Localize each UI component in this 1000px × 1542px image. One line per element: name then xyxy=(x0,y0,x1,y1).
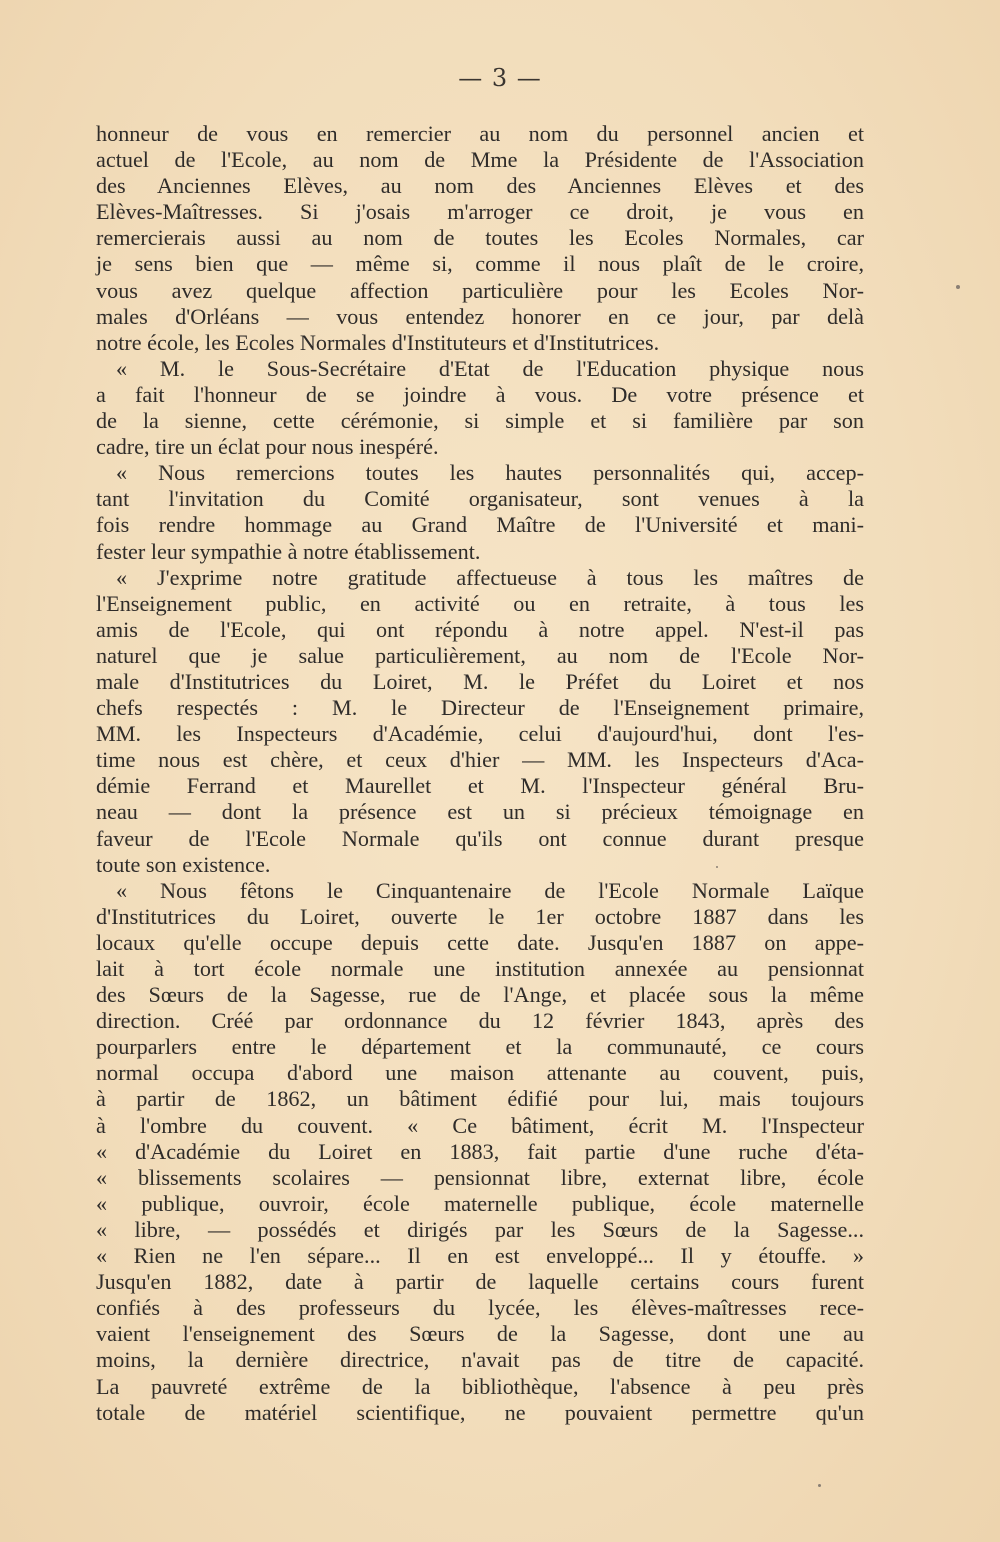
text-line: des Anciennes Elèves, au nom des Anciennes Elèves et des xyxy=(96,173,864,199)
text-line: fois rendre hommage au Grand Maître de l'Université et mani- xyxy=(96,512,864,538)
text-line: MM. les Inspecteurs d'Académie, celui d'aujourd'hui, dont l'es- xyxy=(96,721,864,747)
text-line: lait à tort école normale une institution annexée au pensionnat xyxy=(96,956,864,981)
text-line: fester leur sympathie à notre établissement. xyxy=(96,538,481,564)
text-line: cadre, tire un éclat pour nous inespéré. xyxy=(96,434,439,460)
page-number: — 3 — xyxy=(458,64,542,92)
text-line: « libre, — possédés et dirigés par les Sœurs de la Sagesse... xyxy=(96,1216,864,1242)
text-line: normal occupa d'abord une maison attenante au couvent, puis, xyxy=(96,1060,864,1086)
paper-speck xyxy=(818,1484,821,1487)
text-line: a fait l'honneur de se joindre à vous. De votre présence et xyxy=(96,381,864,407)
text-line: time nous est chère, et ceux d'hier — MM. les Inspecteurs d'Aca- xyxy=(96,747,864,773)
text-line: « Nous fêtons le Cinquantenaire de l'Ecole Normale Laïque xyxy=(116,877,864,903)
text-line: faveur de l'Ecole Normale qu'ils ont connue durant presque xyxy=(96,825,864,851)
text-line: males d'Orléans — vous entendez honorer en ce jour, par delà xyxy=(96,303,864,329)
text-line: tant l'invitation du Comité organisateur, sont venues à la xyxy=(96,486,864,512)
text-line: neau — dont la présence est un si précieux témoignage en xyxy=(96,799,864,825)
text-line: « Rien ne l'en sépare... Il en est enveloppé... Il y étouffe. » xyxy=(96,1243,864,1269)
text-line: « J'exprime notre gratitude affectueuse à tous les maîtres de xyxy=(116,564,864,590)
text-line: pourparlers entre le département et la communauté, ce cours xyxy=(96,1034,864,1060)
text-line: totale de matériel scientifique, ne pouvaient permettre qu'un xyxy=(96,1399,864,1425)
text-line: je sens bien que — même si, comme il nous plaît de le croire, xyxy=(96,251,864,277)
body-text xyxy=(96,121,864,1426)
text-line: toute son existence. xyxy=(96,851,271,877)
text-line: confiés à des professeurs du lycée, les élèves-maîtresses rece- xyxy=(96,1295,864,1321)
text-line: l'Enseignement public, en activité ou en retraite, à tous les xyxy=(96,590,864,616)
text-line: vous avez quelque affection particulière pour les Ecoles Nor- xyxy=(96,277,864,303)
text-line: naturel que je salue particulièrement, au nom de l'Ecole Nor- xyxy=(96,642,864,668)
paper-speck xyxy=(956,285,960,289)
text-line: « publique, ouvroir, école maternelle publique, école maternelle xyxy=(96,1190,864,1216)
text-line: « M. le Sous-Secrétaire d'Etat de l'Education physique nous xyxy=(116,355,864,381)
text-line: d'Institutrices du Loiret, ouverte le 1er octobre 1887 dans les xyxy=(96,903,864,929)
text-line: La pauvreté extrême de la bibliothèque, l'absence à peu près xyxy=(96,1373,864,1399)
text-line: honneur de vous en remercier au nom du personnel ancien et xyxy=(96,121,864,146)
text-line: démie Ferrand et Maurellet et M. l'Inspecteur général Bru- xyxy=(96,773,864,799)
text-line: Elèves-Maîtresses. Si j'osais m'arroger ce droit, je vous en xyxy=(96,199,864,225)
text-line: vaient l'enseignement des Sœurs de la Sagesse, dont une au xyxy=(96,1321,864,1347)
text-line: « Nous remercions toutes les hautes personnalités qui, accep- xyxy=(116,460,864,486)
text-line: de la sienne, cette cérémonie, si simple et si familière par son xyxy=(96,408,864,434)
text-line: notre école, les Ecoles Normales d'Instituteurs et d'Institutrices. xyxy=(96,329,660,355)
text-line: « blissements scolaires — pensionnat libre, externat libre, école xyxy=(96,1164,864,1190)
text-line: chefs respectés : M. le Directeur de l'Enseignement primaire, xyxy=(96,695,864,721)
paper-speck xyxy=(716,866,718,868)
text-line: à partir de 1862, un bâtiment édifié pour lui, mais toujours xyxy=(96,1086,864,1112)
text-line: remercierais aussi au nom de toutes les Ecoles Normales, car xyxy=(96,225,864,251)
text-line: à l'ombre du couvent. « Ce bâtiment, écrit M. l'Inspecteur xyxy=(96,1112,864,1138)
text-line: direction. Créé par ordonnance du 12 février 1843, après des xyxy=(96,1008,864,1034)
text-line: moins, la dernière directrice, n'avait pas de titre de capacité. xyxy=(96,1347,864,1373)
text-line: actuel de l'Ecole, au nom de Mme la Présidente de l'Association xyxy=(96,147,864,173)
text-line: amis de l'Ecole, qui ont répondu à notre appel. N'est-il pas xyxy=(96,616,864,642)
text-line: des Sœurs de la Sagesse, rue de l'Ange, et placée sous la même xyxy=(96,982,864,1008)
text-line: « d'Académie du Loiret en 1883, fait partie d'une ruche d'éta- xyxy=(96,1138,864,1164)
text-line: male d'Institutrices du Loiret, M. le Préfet du Loiret et nos xyxy=(96,668,864,694)
text-line: locaux qu'elle occupe depuis cette date. Jusqu'en 1887 on appe- xyxy=(96,929,864,955)
text-line: Jusqu'en 1882, date à partir de laquelle certains cours furent xyxy=(96,1269,864,1295)
